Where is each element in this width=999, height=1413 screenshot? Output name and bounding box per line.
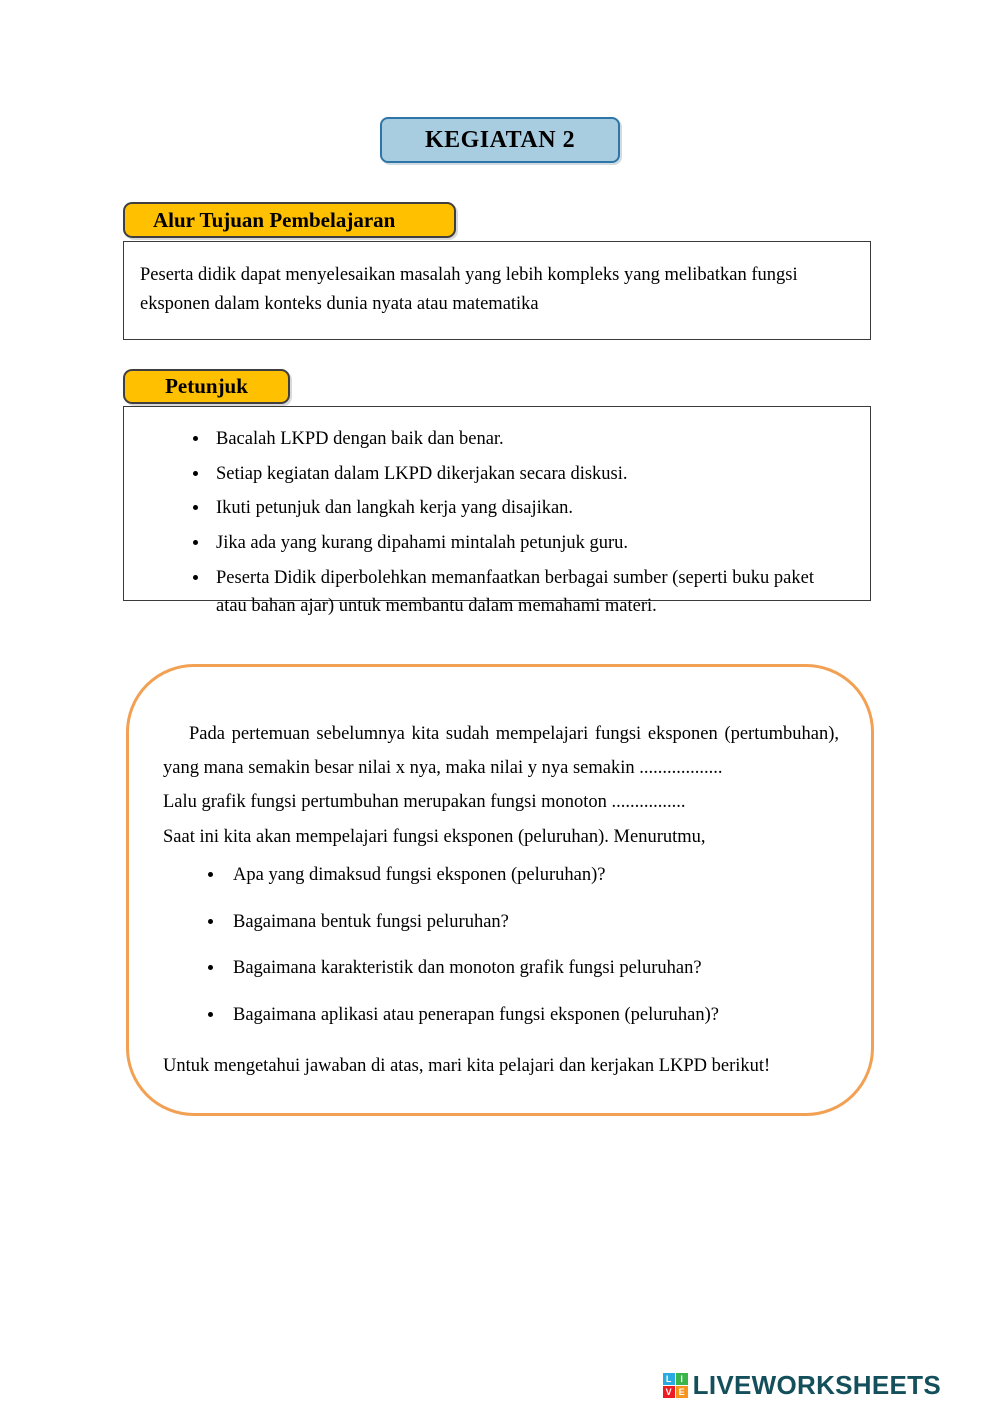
liveworksheets-logo-icon [663, 1373, 688, 1398]
petunjuk-section-header [123, 369, 290, 404]
intro-line-monoton: Lalu grafik fungsi pertumbuhan merupakan fungsi monoton ................ [163, 792, 686, 813]
petunjuk-list-item: • Peserta Didik diperbolehkan memanfaatkan berbagai sumber (seperti buku paket atau bahan ajar) untuk membantu dalam memahami materi. [210, 564, 846, 621]
question-item: • Apa yang dimaksud fungsi eksponen (peluruhan)? [225, 862, 839, 890]
brand-text: LIVEWORKSHEETS [692, 1370, 941, 1400]
petunjuk-list [148, 425, 846, 621]
question-item: • Bagaimana aplikasi atau penerapan fungsi eksponen (peluruhan)? [225, 1002, 839, 1030]
question-item: • Bagaimana karakteristik dan monoton grafik fungsi peluruhan? [225, 955, 839, 983]
kegiatan-badge [380, 117, 620, 163]
petunjuk-header-label: Petunjuk [165, 374, 248, 398]
petunjuk-list-item: • Jika ada yang kurang dipahami mintalah petunjuk guru. [210, 529, 846, 558]
intro-line-peluruhan: Saat ini kita akan mempelajari fungsi eksponen (peluruhan). Menurutmu, [163, 826, 706, 847]
intro-box [126, 664, 874, 1116]
question-item: • Bagaimana bentuk fungsi peluruhan? [225, 909, 839, 937]
atp-body-box [123, 241, 871, 340]
logo-square-i: I [676, 1373, 688, 1385]
intro-closing: Untuk mengetahui jawaban di atas, mari kita pelajari dan kerjakan LKPD berikut! [163, 1055, 771, 1076]
logo-square-e: E [676, 1386, 688, 1398]
intro-paragraph: Pada pertemuan sebelumnya kita sudah mempelajari fungsi eksponen (pertumbuhan), yang mana semakin besar nilai x nya, maka nilai y nya semakin .................. [163, 724, 839, 779]
petunjuk-box [123, 406, 871, 617]
liveworksheets-logo[interactable] [663, 1370, 941, 1401]
atp-header-label: Alur Tujuan Pembelajaran [153, 207, 396, 232]
question-list [163, 862, 839, 1030]
petunjuk-list-item: • Ikuti petunjuk dan langkah kerja yang disajikan. [210, 494, 846, 523]
logo-square-v: V [663, 1386, 675, 1398]
atp-body-text: Peserta didik dapat menyelesaikan masalah yang lebih kompleks yang melibatkan fungsi eksponen dalam konteks dunia nyata atau matematika [140, 265, 798, 314]
petunjuk-list-item: • Bacalah LKPD dengan baik dan benar. [210, 425, 846, 454]
atp-section-header [123, 202, 456, 238]
petunjuk-list-item: • Setiap kegiatan dalam LKPD dikerjakan secara diskusi. [210, 460, 846, 489]
logo-square-l: L [663, 1373, 675, 1385]
kegiatan-badge-label: KEGIATAN 2 [424, 126, 576, 153]
